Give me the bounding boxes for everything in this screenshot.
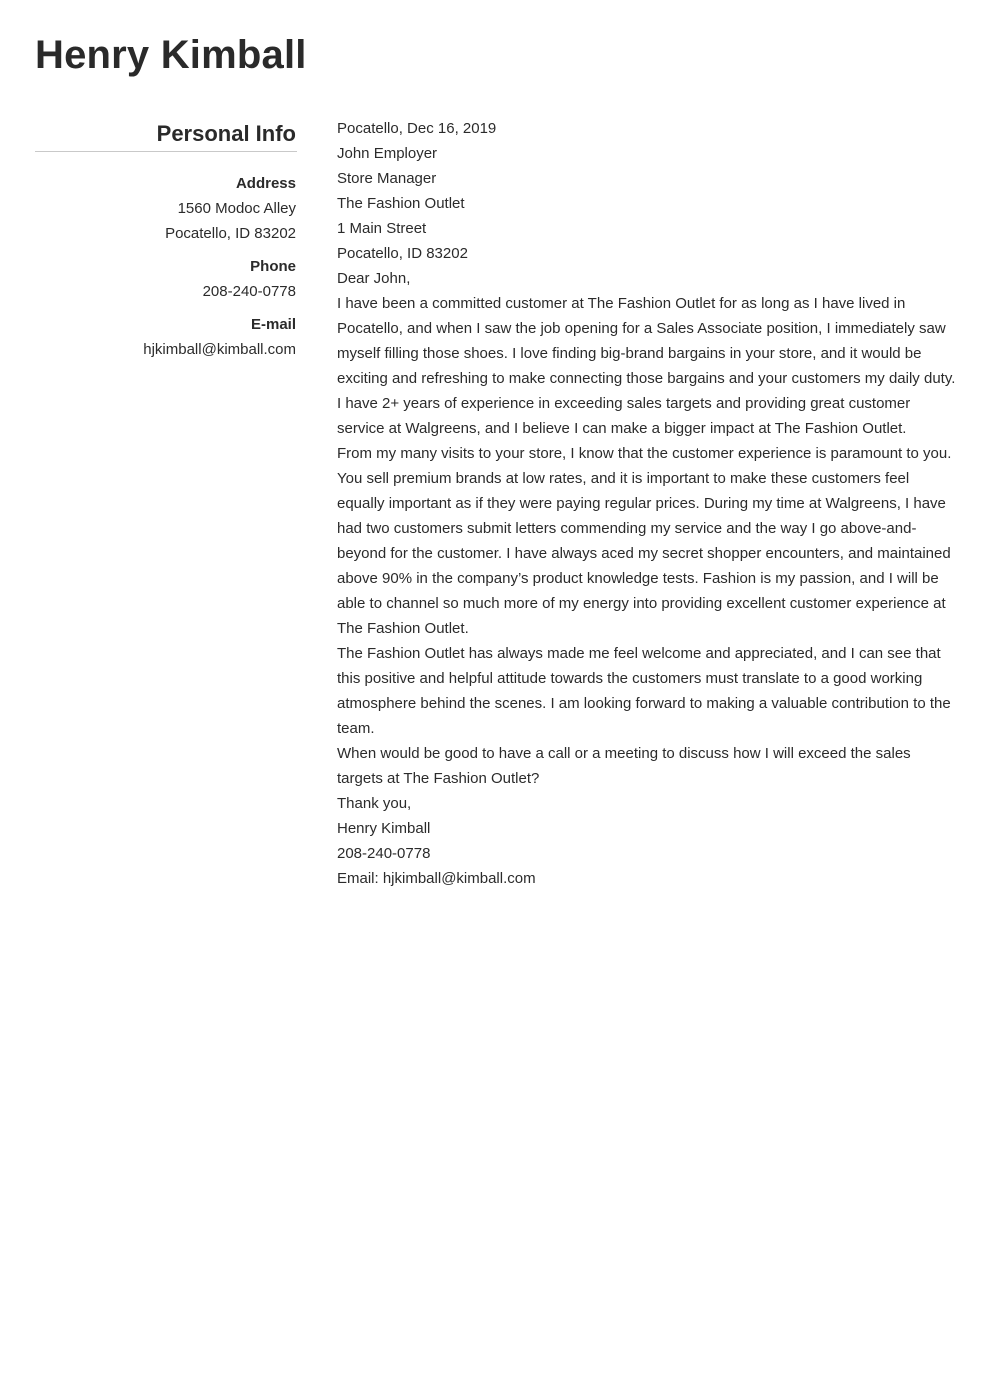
signature-name: Henry Kimball bbox=[337, 820, 431, 837]
email-field bbox=[35, 312, 297, 362]
letter-paragraph: The Fashion Outlet has always made me feel welcome and appreciated, and I can see that this positive and helpful attitude towards the customers must translate to a good working atmosphere behind the scenes. I am looking forward to making a valuable contribution to the team. bbox=[337, 645, 951, 737]
cover-letter-body bbox=[337, 116, 959, 891]
applicant-name: Henry Kimball bbox=[35, 33, 307, 77]
letter-date: Pocatello, Dec 16, 2019 bbox=[337, 120, 497, 137]
personal-info-heading: Personal Info bbox=[35, 118, 297, 152]
recipient-city: Pocatello, ID 83202 bbox=[337, 245, 468, 262]
recipient-company: The Fashion Outlet bbox=[337, 195, 465, 212]
address-line-2: Pocatello, ID 83202 bbox=[165, 225, 296, 242]
signature-phone: 208-240-0778 bbox=[337, 845, 431, 862]
letter-greeting: Dear John, bbox=[337, 270, 411, 287]
recipient-name: John Employer bbox=[337, 145, 438, 162]
personal-info-sidebar bbox=[35, 118, 297, 362]
address-line-1: 1560 Modoc Alley bbox=[177, 200, 296, 217]
phone-label: Phone bbox=[250, 258, 296, 275]
signature-block bbox=[337, 816, 959, 891]
email-value: hjkimball@kimball.com bbox=[143, 341, 296, 358]
recipient-street: 1 Main Street bbox=[337, 220, 427, 237]
recipient-block bbox=[337, 141, 959, 266]
address-field bbox=[35, 171, 297, 246]
phone-field bbox=[35, 254, 297, 304]
letter-paragraph: When would be good to have a call or a meeting to discuss how I will exceed the sales targets at The Fashion Outlet? bbox=[337, 745, 911, 787]
letter-paragraph: From my many visits to your store, I know that the customer experience is paramount to you. You sell premium brands at low rates, and it is important to make these customers feel equally important as if they were paying regular prices. During my time at Walgreens, I have had two customers submit letters commending my service and the way I go above-and-beyond for the customer. I have always aced my secret shopper encounters, and maintained above 90% in the company’s product knowledge tests. Fashion is my passion, and I will be able to channel so much more of my energy into providing excellent customer experience at The Fashion Outlet. bbox=[337, 445, 952, 637]
email-label: E-mail bbox=[250, 316, 296, 333]
recipient-title: Store Manager bbox=[337, 170, 437, 187]
phone-value: 208-240-0778 bbox=[202, 283, 296, 300]
letter-paragraph: I have been a committed customer at The Fashion Outlet for as long as I have lived in Pocatello, and when I saw the job opening for a Sales Associate position, I immediately saw myself filling those shoes. I love finding big-brand bargains in your store, and it would be exciting and refreshing to make connecting those bargains and your customers my daily duty. I have 2+ years of experience in exceeding sales targets and providing great customer service at Walgreens, and I believe I can make a bigger impact at The Fashion Outlet. bbox=[337, 295, 956, 437]
letter-closing: Thank you, bbox=[337, 795, 412, 812]
address-label: Address bbox=[235, 175, 296, 192]
signature-email: Email: hjkimball@kimball.com bbox=[337, 870, 536, 887]
